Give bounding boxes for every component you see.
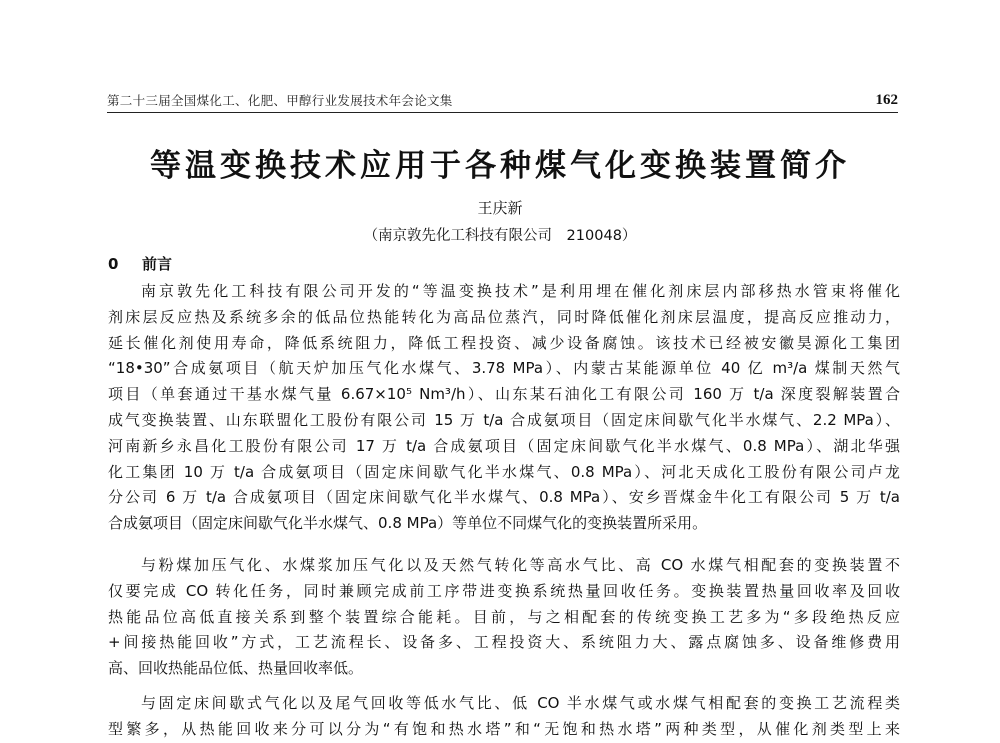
section-heading [108,253,172,274]
text-line: 化工集团 10 万 t/a 合成氨项目（固定床间歇气化半水煤气、0.8 MPa）、河北天成化工股份有限公司卢龙 [108,462,900,481]
article-author: 王庆新 [477,199,523,217]
section-title: 前言 [142,255,173,273]
text-line: 合成氨项目（固定床间歇气化半水煤气、0.8 MPa）等单位不同煤气化的变换装置所采用。 [108,514,708,533]
text-line: 河南新乡永昌化工股份有限公司 17 万 t/a 合成氨项目（固定床间歇气化半水煤气、0.8 MPa）、湖北华强 [108,436,900,455]
article-title: 等温变换技术应用于各种煤气化变换装置简介 [150,148,850,184]
text-line: 高、回收热能品位低、热量回收率低。 [108,659,364,678]
running-header [107,90,898,113]
text-line: 热能品位高低直接关系到整个装置综合能耗。目前，与之相配套的传统变换工艺多为“多段绝热反应 [108,607,900,626]
text-line: 剂床层反应热及系统多余的低品位热能转化为高品位蒸汽，同时降低催化剂床层温度，提高反应推动力， [108,307,900,326]
text-line: 型繁多，从热能回收来分可以分为“有饱和热水塔”和“无饱和热水塔”两种类型，从催化剂类型上来 [108,719,900,738]
text-line: 延长催化剂使用寿命，降低系统阻力，降低工程投资、减少设备腐蚀。该技术已经被安徽昊源化工集团 [108,333,900,352]
page-number: 162 [875,92,898,108]
text-line: 项目（单套通过干基水煤气量 6.67×10⁵ Nm³/h）、山东某石油化工有限公司 160 万 t/a 深度裂解装置合 [108,385,900,404]
article-affiliation: （南京敦先化工科技有限公司 210048） [363,228,637,244]
paragraph-2 [108,553,900,682]
text-line: 仅要完成 CO 转化任务，同时兼顾完成前工序带进变换系统热量回收任务。变换装置热量回收率及回收 [108,581,900,600]
running-title: 第二十三届全国煤化工、化肥、甲醇行业发展技术年会论文集 [107,93,453,108]
text-line: 与粉煤加压气化、水煤浆加压气化以及天然气转化等高水气比、高 CO 水煤气相配套的变换装置不 [141,556,900,574]
text-line: 南京敦先化工科技有限公司开发的“等温变换技术”是利用埋在催化剂床层内部移热水管束将催化 [141,282,900,300]
text-line: “18•30”合成氨项目（航天炉加压气化水煤气、3.78 MPa）、内蒙古某能源单位 40 亿 m³/a 煤制天然气 [108,359,900,378]
section-number: 0 [108,255,119,273]
text-line: +间接热能回收”方式，工艺流程长、设备多、工程投资大、系统阻力大、露点腐蚀多、设备维修费用 [108,633,900,652]
text-line: 分公司 6 万 t/a 合成氨项目（固定床间歇气化半水煤气、0.8 MPa）、安乡晋煤金牛化工有限公司 5 万 t/a [108,488,900,507]
text-line: 成气变换装置、山东联盟化工股份有限公司 15 万 t/a 合成氨项目（固定床间歇气化半水煤气、2.2 MPa）、 [108,410,900,429]
paragraph-1 [108,279,900,537]
text-line: 与固定床间歇式气化以及尾气回收等低水气比、低 CO 半水煤气或水煤气相配套的变换工艺流程类 [141,694,900,712]
